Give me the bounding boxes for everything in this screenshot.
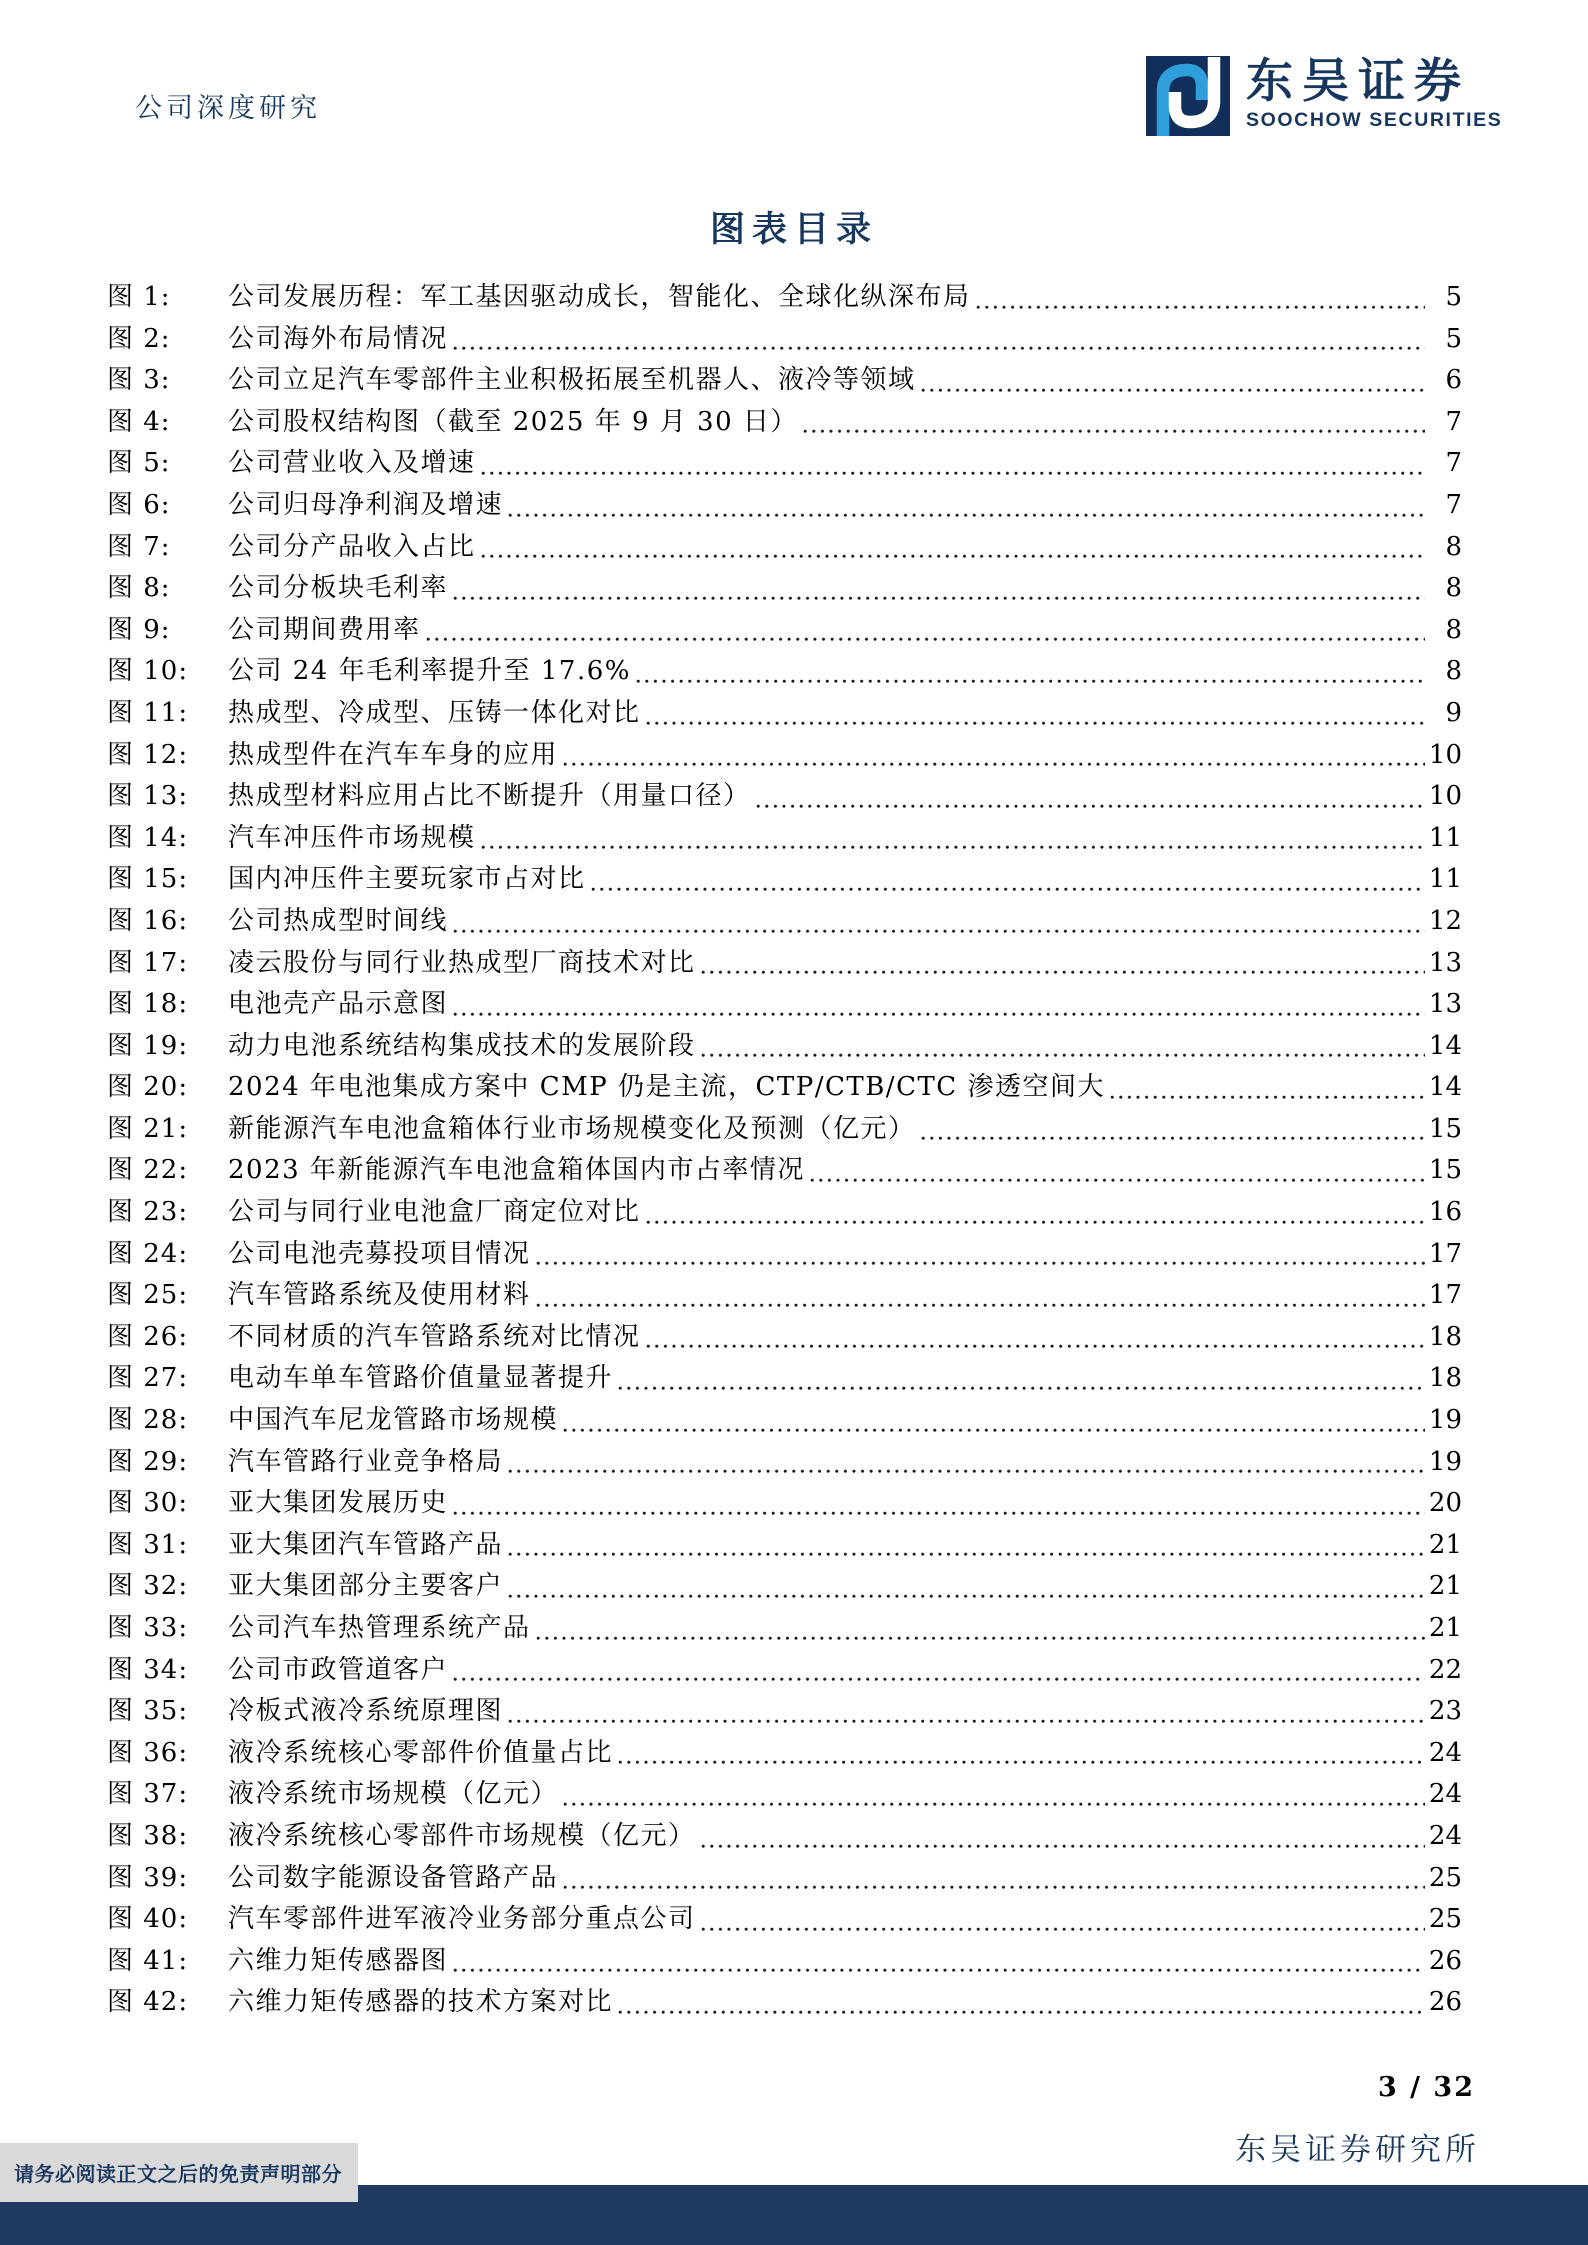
figure-label: 图 1: (107, 282, 171, 312)
toc-entry[interactable] (107, 735, 1462, 777)
soochow-logo-icon (1146, 56, 1230, 136)
figure-title: 动力电池系统结构集成技术的发展阶段 (228, 1030, 696, 1061)
dot-leader (481, 471, 1425, 476)
figure-title: 公司归母净利润及增速 (228, 489, 504, 520)
figure-label: 图 3: (107, 365, 171, 396)
figure-label: 图 5: (107, 448, 171, 479)
figure-label: 图 27: (107, 1363, 189, 1394)
toc-entry[interactable] (107, 693, 1462, 735)
figure-page: 8 (1445, 656, 1462, 687)
figure-page: 21 (1428, 1613, 1462, 1643)
figure-label: 图 28: (107, 1405, 189, 1436)
figure-label: 图 24: (107, 1238, 189, 1269)
figure-label: 图 10: (107, 656, 189, 687)
figure-label: 图 25: (107, 1280, 189, 1311)
figure-page: 24 (1428, 1820, 1462, 1851)
figure-page: 11 (1428, 864, 1462, 895)
figure-page: 13 (1428, 989, 1462, 1020)
dot-leader (646, 721, 1425, 726)
figure-title: 公司股权结构图（截至 2025 年 9 月 30 日） (228, 406, 798, 437)
figure-label: 图 22: (107, 1155, 189, 1186)
toc-entry[interactable] (107, 859, 1462, 901)
figure-page: 18 (1428, 1363, 1462, 1394)
figure-page: 25 (1428, 1904, 1462, 1935)
figure-label: 图 39: (107, 1862, 189, 1893)
figure-page: 13 (1428, 947, 1462, 978)
toc-entry[interactable] (107, 1317, 1462, 1359)
figure-label: 图 30: (107, 1488, 189, 1519)
disclaimer-text: 请务必阅读正文之后的免责声明部分 (14, 2162, 342, 2186)
dot-leader (618, 1386, 1425, 1391)
dot-leader (591, 887, 1425, 892)
dot-leader (756, 804, 1425, 809)
figure-page: 19 (1428, 1446, 1462, 1477)
dot-leader (508, 513, 1425, 518)
figure-title: 国内冲压件主要玩家市占对比 (228, 864, 586, 895)
figure-label: 图 4: (107, 406, 171, 437)
dot-leader (563, 762, 1425, 767)
figure-label: 图 19: (107, 1030, 189, 1061)
figure-page: 17 (1428, 1238, 1462, 1269)
figure-page: 8 (1445, 614, 1462, 645)
figure-label: 图 33: (107, 1613, 189, 1643)
figure-page: 18 (1428, 1321, 1462, 1352)
brand-text (1246, 56, 1502, 132)
toc-entry[interactable] (107, 443, 1462, 485)
figure-label: 图 18: (107, 989, 189, 1020)
figure-page: 21 (1428, 1571, 1462, 1602)
figure-title: 公司分产品收入占比 (228, 531, 476, 562)
brand-name-cn: 东吴证券 (1246, 54, 1470, 109)
dot-leader (453, 1677, 1425, 1682)
report-category-label: 公司深度研究 (135, 93, 321, 124)
toc-entry[interactable] (107, 818, 1462, 860)
dot-leader (803, 429, 1425, 434)
figure-page: 14 (1428, 1072, 1462, 1103)
figure-label: 图 36: (107, 1737, 189, 1768)
figure-label: 图 11: (107, 697, 189, 728)
toc-entry[interactable] (107, 651, 1462, 693)
figure-label: 图 2: (107, 323, 171, 354)
figure-page: 26 (1428, 1945, 1462, 1976)
figure-page: 5 (1445, 282, 1462, 312)
figure-title: 公司分板块毛利率 (228, 573, 449, 604)
figure-title: 六维力矩传感器图 (228, 1945, 449, 1976)
figure-page: 17 (1428, 1280, 1462, 1311)
figure-title: 亚大集团发展历史 (228, 1488, 449, 1519)
figure-title: 亚大集团部分主要客户 (228, 1571, 504, 1602)
figure-page: 8 (1445, 573, 1462, 604)
figure-title: 电动车单车管路价值量显著提升 (228, 1363, 614, 1394)
figure-label: 图 9: (107, 614, 171, 645)
figure-label: 图 6: (107, 489, 171, 520)
dot-leader (453, 1511, 1425, 1516)
figure-label: 图 35: (107, 1696, 189, 1727)
figure-page: 12 (1428, 905, 1462, 936)
figure-title: 六维力矩传感器的技术方案对比 (228, 1987, 614, 2018)
figure-label: 图 37: (107, 1779, 189, 1810)
figure-page: 24 (1428, 1779, 1462, 1810)
toc-entry[interactable] (107, 1816, 1462, 1858)
figure-label: 图 26: (107, 1321, 189, 1352)
figure-page: 6 (1445, 365, 1462, 396)
figure-label: 图 32: (107, 1571, 189, 1602)
dot-leader (921, 1136, 1425, 1141)
toc-entry[interactable] (107, 1275, 1462, 1317)
figure-label: 图 7: (107, 531, 171, 562)
figure-label: 图 20: (107, 1072, 189, 1103)
toc-entry[interactable] (107, 1109, 1462, 1151)
dot-leader (453, 346, 1425, 351)
dot-leader (701, 970, 1425, 975)
dot-leader (536, 1303, 1425, 1308)
figure-label: 图 40: (107, 1904, 189, 1935)
toc-entry[interactable] (107, 984, 1462, 1026)
figure-page: 23 (1428, 1696, 1462, 1727)
dot-leader (810, 1178, 1425, 1183)
toc-entry[interactable] (107, 1982, 1462, 2024)
toc-entry[interactable] (107, 319, 1462, 361)
dot-leader (563, 1885, 1425, 1890)
figure-page: 14 (1428, 1030, 1462, 1061)
dot-leader (636, 679, 1425, 684)
figure-title: 亚大集团汽车管路产品 (228, 1529, 504, 1560)
brand-name-en: SOOCHOW SECURITIES (1246, 109, 1503, 131)
figure-label: 图 31: (107, 1529, 189, 1560)
toc-entry[interactable] (107, 1608, 1462, 1650)
figure-title: 公司期间费用率 (228, 614, 421, 645)
figure-page: 15 (1428, 1113, 1462, 1144)
toc-entry[interactable] (107, 1525, 1462, 1567)
figure-page: 5 (1445, 323, 1462, 354)
toc-entry[interactable] (107, 1150, 1462, 1192)
figure-title: 公司汽车热管理系统产品 (228, 1613, 531, 1643)
figure-page: 21 (1428, 1529, 1462, 1560)
figure-page: 24 (1428, 1737, 1462, 1768)
toc-entry[interactable] (107, 1858, 1462, 1900)
toc-entry[interactable] (107, 1067, 1462, 1109)
figure-label: 图 14: (107, 822, 189, 853)
figure-title: 汽车零部件进军液冷业务部分重点公司 (228, 1904, 696, 1935)
figure-title: 液冷系统核心零部件价值量占比 (228, 1737, 614, 1768)
toc-entry[interactable] (107, 610, 1462, 652)
dot-leader (481, 554, 1425, 559)
figure-title: 公司市政管道客户 (228, 1654, 449, 1685)
toc-entry[interactable] (107, 402, 1462, 444)
dot-leader (453, 1012, 1425, 1017)
toc-entry[interactable] (107, 1192, 1462, 1234)
figure-title: 公司营业收入及增速 (228, 448, 476, 479)
toc-entry[interactable] (107, 1691, 1462, 1733)
figure-page: 20 (1428, 1488, 1462, 1519)
dot-leader (453, 1968, 1425, 1973)
toc-entry[interactable] (107, 277, 1462, 319)
figure-title: 公司发展历程：军工基因驱动成长，智能化、全球化纵深布局 (228, 282, 971, 312)
toc-entry[interactable] (107, 360, 1462, 402)
toc-entry[interactable] (107, 901, 1462, 943)
dot-leader (921, 388, 1425, 393)
figure-title: 公司海外布局情况 (228, 323, 449, 354)
figure-title: 热成型、冷成型、压铸一体化对比 (228, 697, 641, 728)
figure-title: 热成型材料应用占比不断提升（用量口径） (228, 781, 751, 812)
dot-leader (453, 596, 1425, 601)
dot-leader (426, 637, 1425, 642)
figure-label: 图 29: (107, 1446, 189, 1477)
figure-label: 图 21: (107, 1113, 189, 1144)
toc-entry[interactable] (107, 1733, 1462, 1775)
figure-title: 汽车冲压件市场规模 (228, 822, 476, 853)
dot-leader (508, 1594, 1425, 1599)
page-indicator: 3 / 32 (1377, 2072, 1475, 2103)
toc-entry[interactable] (107, 1442, 1462, 1484)
toc-entry[interactable] (107, 1483, 1462, 1525)
figure-page: 10 (1428, 781, 1462, 812)
dot-leader (453, 929, 1425, 934)
dot-leader (481, 845, 1425, 850)
figure-title: 新能源汽车电池盒箱体行业市场规模变化及预测（亿元） (228, 1113, 916, 1144)
dot-leader (701, 1844, 1425, 1849)
brand-logo (1146, 56, 1502, 136)
figure-page: 7 (1445, 406, 1462, 437)
dot-leader (563, 1802, 1425, 1807)
toc-entry[interactable] (107, 1358, 1462, 1400)
figure-label: 图 34: (107, 1654, 189, 1685)
dot-leader (646, 1220, 1425, 1225)
figure-title: 液冷系统核心零部件市场规模（亿元） (228, 1820, 696, 1851)
figure-page: 16 (1428, 1197, 1462, 1228)
figure-page: 7 (1445, 489, 1462, 520)
toc-entry[interactable] (107, 527, 1462, 569)
dot-leader (701, 1053, 1425, 1058)
toc-entry[interactable] (107, 776, 1462, 818)
toc-entry[interactable] (107, 1650, 1462, 1692)
figure-title: 2024 年电池集成方案中 CMP 仍是主流，CTP/CTB/CTC 渗透空间大 (228, 1072, 1105, 1103)
toc-entry[interactable] (107, 1566, 1462, 1608)
figure-title: 汽车管路系统及使用材料 (228, 1280, 531, 1311)
figure-label: 图 12: (107, 739, 189, 770)
toc-entry[interactable] (107, 1774, 1462, 1816)
figure-page: 25 (1428, 1862, 1462, 1893)
figure-page: 10 (1428, 739, 1462, 770)
figure-title: 中国汽车尼龙管路市场规模 (228, 1405, 559, 1436)
figure-toc (107, 277, 1462, 2024)
figure-label: 图 15: (107, 864, 189, 895)
dot-leader (536, 1636, 1425, 1641)
toc-entry[interactable] (107, 568, 1462, 610)
figure-page: 26 (1428, 1987, 1462, 2018)
figure-label: 图 17: (107, 947, 189, 978)
page-title: 图表目录 (709, 209, 878, 250)
dot-leader (618, 2010, 1425, 2015)
toc-entry[interactable] (107, 1899, 1462, 1941)
figure-title: 公司数字能源设备管路产品 (228, 1862, 559, 1893)
disclaimer-banner (0, 2143, 358, 2202)
figure-title: 汽车管路行业竞争格局 (228, 1446, 504, 1477)
figure-title: 2023 年新能源汽车电池盒箱体国内市占率情况 (228, 1155, 805, 1186)
toc-entry[interactable] (107, 1400, 1462, 1442)
dot-leader (508, 1719, 1425, 1724)
dot-leader (508, 1552, 1425, 1557)
dot-leader (563, 1428, 1425, 1433)
figure-label: 图 8: (107, 573, 171, 604)
figure-title: 公司 24 年毛利率提升至 17.6% (228, 656, 631, 687)
dot-leader (618, 1760, 1425, 1765)
figure-title: 电池壳产品示意图 (228, 989, 449, 1020)
dot-leader (646, 1344, 1425, 1349)
toc-entry[interactable] (107, 943, 1462, 985)
figure-page: 11 (1428, 822, 1462, 853)
dot-leader (976, 305, 1425, 310)
figure-label: 图 16: (107, 905, 189, 936)
figure-title: 凌云股份与同行业热成型厂商技术对比 (228, 947, 696, 978)
figure-label: 图 23: (107, 1197, 189, 1228)
figure-title: 热成型件在汽车车身的应用 (228, 739, 559, 770)
figure-title: 液冷系统市场规模（亿元） (228, 1779, 559, 1810)
figure-label: 图 13: (107, 781, 189, 812)
figure-page: 7 (1445, 448, 1462, 479)
figure-label: 图 41: (107, 1945, 189, 1976)
dot-leader (508, 1469, 1425, 1474)
figure-title: 公司电池壳募投项目情况 (228, 1238, 531, 1269)
figure-page: 22 (1428, 1654, 1462, 1685)
dot-leader (701, 1927, 1425, 1932)
dot-leader (1110, 1095, 1425, 1100)
figure-page: 19 (1428, 1405, 1462, 1436)
figure-title: 公司热成型时间线 (228, 905, 449, 936)
figure-title: 冷板式液冷系统原理图 (228, 1696, 504, 1727)
toc-entry[interactable] (107, 1234, 1462, 1276)
toc-entry[interactable] (107, 1941, 1462, 1983)
figure-title: 不同材质的汽车管路系统对比情况 (228, 1321, 641, 1352)
figure-title: 公司立足汽车零部件主业积极拓展至机器人、液冷等领域 (228, 365, 916, 396)
toc-entry[interactable] (107, 1026, 1462, 1068)
figure-label: 图 42: (107, 1987, 189, 2018)
toc-entry[interactable] (107, 485, 1462, 527)
figure-title: 公司与同行业电池盒厂商定位对比 (228, 1197, 641, 1228)
figure-page: 8 (1445, 531, 1462, 562)
dot-leader (536, 1261, 1425, 1266)
figure-label: 图 38: (107, 1820, 189, 1851)
figure-page: 15 (1428, 1155, 1462, 1186)
figure-page: 9 (1445, 697, 1462, 728)
institute-label: 东吴证券研究所 (1235, 2132, 1480, 2168)
